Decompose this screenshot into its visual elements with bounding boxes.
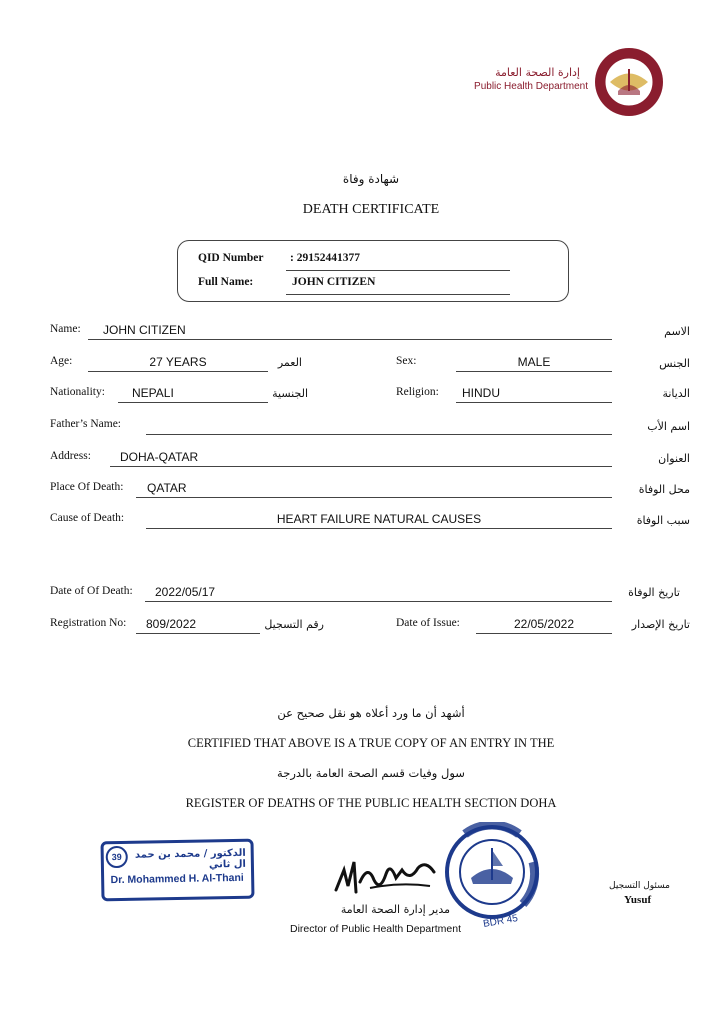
nationality-arabic-label: الجنسية — [272, 387, 308, 400]
header-dept-arabic: إدارة الصحة العامة — [495, 66, 580, 79]
date-of-death-label: Date of Of Death: — [50, 585, 133, 597]
address-value: DOHA-QATAR — [120, 450, 199, 464]
full-name-underline — [286, 294, 510, 295]
full-name-label: Full Name: — [198, 276, 254, 288]
signature — [330, 852, 442, 898]
stamp-english-name: Dr. Mohammed H. Al-Thani — [110, 871, 244, 887]
place-of-death-label: Place Of Death: — [50, 481, 124, 493]
qid-underline — [286, 270, 510, 271]
sex-arabic-label: الجنس — [659, 357, 690, 370]
registrar-title-arabic: مسئول التسجيل — [609, 881, 670, 891]
father-label: Father’s Name: — [50, 418, 122, 430]
qid-value: : 29152441377 — [290, 252, 360, 264]
date-of-issue-value: 22/05/2022 — [513, 617, 575, 631]
date-of-death-underline — [145, 601, 612, 602]
religion-value: HINDU — [462, 386, 500, 400]
name-value: JOHN CITIZEN — [103, 323, 186, 337]
header-dept-english: Public Health Department — [474, 81, 588, 92]
date-of-death-arabic-label: تاريخ الوفاة — [628, 586, 680, 599]
registration-no-label: Registration No: — [50, 617, 127, 629]
address-arabic-label: العنوان — [658, 452, 690, 465]
place-of-death-arabic-label: محل الوفاة — [638, 483, 690, 496]
cause-of-death-value: HEART FAILURE NATURAL CAUSES — [276, 512, 482, 526]
title-arabic: شهادة وفاة — [342, 172, 400, 186]
registration-no-value: 809/2022 — [146, 617, 197, 631]
qid-box — [177, 240, 569, 302]
father-underline — [146, 434, 612, 435]
stamp-arabic-name: الدكتور / محمد بن حمد ال ثاني — [134, 847, 247, 871]
certification-line1-english: CERTIFIED THAT ABOVE IS A TRUE COPY OF AN ENTRY IN THE — [187, 736, 555, 750]
address-label: Address: — [50, 450, 91, 462]
stamp-number: 39 — [106, 846, 128, 868]
certification-line2-arabic: سول وفيات قسم الصحة العامة بالدرجة — [277, 766, 465, 780]
director-title-english: Director of Public Health Department — [290, 923, 461, 935]
date-of-issue-label: Date of Issue: — [396, 617, 460, 629]
place-of-death-underline — [136, 497, 612, 498]
place-of-death-value: QATAR — [147, 481, 187, 495]
cause-of-death-arabic-label: سبب الوفاة — [636, 514, 690, 527]
name-label: Name: — [50, 323, 81, 335]
name-arabic-label: الاسم — [664, 325, 690, 338]
religion-label: Religion: — [396, 386, 439, 398]
ministry-round-seal-icon — [441, 822, 543, 922]
date-of-issue-underline — [476, 633, 612, 634]
title-english: DEATH CERTIFICATE — [302, 202, 440, 217]
date-of-death-value: 2022/05/17 — [155, 585, 216, 599]
registrar-name: Yusuf — [624, 894, 652, 906]
religion-underline — [456, 402, 612, 403]
father-arabic-label: اسم الأب — [647, 420, 690, 433]
seal-code: BDR 45 — [482, 913, 519, 930]
full-name-value: JOHN CITIZEN — [292, 276, 376, 288]
qid-label: QID Number — [198, 252, 264, 264]
cause-of-death-label: Cause of Death: — [50, 512, 125, 524]
sex-label: Sex: — [396, 355, 417, 367]
name-underline — [88, 339, 612, 340]
qatar-ministry-seal-icon — [588, 45, 670, 117]
sex-underline — [456, 371, 612, 372]
age-value: 27 YEARS — [149, 355, 207, 369]
address-underline — [110, 466, 612, 467]
registration-no-underline — [136, 633, 260, 634]
religion-arabic-label: الديانة — [662, 387, 690, 400]
nationality-value: NEPALI — [132, 386, 174, 400]
director-title-arabic: مدير إدارة الصحة العامة — [340, 903, 450, 916]
sex-value: MALE — [517, 355, 551, 369]
date-of-issue-arabic-label: تاريخ الإصدار — [631, 618, 690, 631]
doctor-name-stamp — [100, 839, 254, 902]
registration-no-arabic-label: رقم التسجيل — [264, 618, 324, 631]
age-underline — [88, 371, 268, 372]
certification-line2-english: REGISTER OF DEATHS OF THE PUBLIC HEALTH SECTION DOHA — [185, 796, 557, 810]
certification-line1-arabic: أشهد أن ما ورد أعلاه هو نقل صحيح عن — [277, 706, 465, 720]
age-label: Age: — [50, 355, 73, 367]
nationality-underline — [118, 402, 268, 403]
nationality-label: Nationality: — [50, 386, 105, 398]
cause-of-death-underline — [146, 528, 612, 529]
age-arabic-label: العمر — [277, 356, 302, 369]
